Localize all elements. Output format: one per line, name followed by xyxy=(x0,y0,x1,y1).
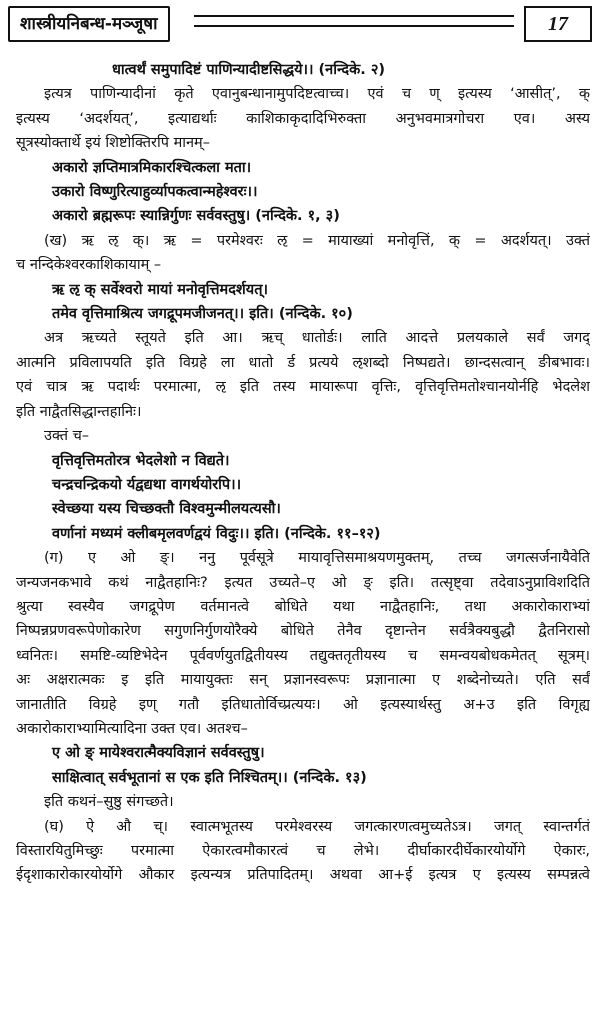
text-line: धात्वर्थं समुपादिष्टं पाणिन्यादीष्टसिद्धये।। (नन्दिके. २) xyxy=(112,62,385,78)
text-line: श्रुत्या स्वस्यैव जगद्रूपेण वर्तमानत्वे बोधिते यथा नाद्वैतहानिः, तथा अकारोकाराभ्यां xyxy=(16,598,590,615)
text-line: एवं चात्र ऋ पदार्थः परमात्मा, ऌ इति तस्य मायारूपा वृत्तिः, वृत्तिवृत्तिमतोश्चानयोर्नहि भेदलेश xyxy=(16,379,590,396)
text-line: सूत्रस्योक्तार्थे इयं शिष्टोक्तिरपि मानम्– xyxy=(16,135,210,152)
header-rule xyxy=(194,15,514,27)
text-line: ध्वनितः। समष्टि-व्यष्टिभेदेन पूर्ववर्णयुतद्वितीयस्य तद्युक्ततृतीयस्य च समन्वयबोधकमेतत् सूत्रम्। xyxy=(16,647,590,664)
text-line: अकारो ज्ञप्तिमात्रमिकारश्चित्कला मता। xyxy=(52,159,252,176)
text-line: (ग) ए ओ ङ्। ननु पूर्वसूत्रे मायावृत्तिसमाश्रयणमुक्तम्, तच्च जगत्सर्जनायैवेति xyxy=(44,550,590,567)
text-line: (घ) ऐ औ च्। स्वात्मभूतस्य परमेश्वरस्य जगत्कारणत्वमुच्यतेऽत्र। जगत् स्वान्तर्गतं xyxy=(44,818,590,835)
text-line: उक्तं च– xyxy=(44,428,90,445)
text-line: ए ओ ङ् मायेश्वरात्मैक्यविज्ञानं सर्ववस्तुषु। xyxy=(52,745,265,762)
text-line: साक्षित्वात् सर्वभूतानां स एक इति निश्चितम्।। (नन्दिके. १३) xyxy=(52,769,367,786)
text-line: (ख) ऋ ऌ क्। ऋ = परमेश्वरः ऌ = मायाख्यां मनोवृत्तिं, क् = अदर्शयत्। उक्तं xyxy=(44,232,590,249)
running-title: शास्त्रीयनिबन्ध-मञ्जूषा xyxy=(8,6,170,42)
text-line: उकारो विष्णुरित्याहुर्व्यापकत्वान्महेश्वरः।। xyxy=(52,184,258,201)
text-line: वृत्तिवृत्तिमतोरत्र भेदलेशो न विद्यते। xyxy=(52,452,230,469)
text-line: ईदृशाकारोकारयोर्योगे औकार इत्यन्यत्र प्रतिपादितम्। अथवा आ+ई इत्यत्र ए इत्यस्य सम्पन्नत्वे xyxy=(16,867,590,884)
text-line: विस्तारयितुमिच्छुः परमात्मा ऐकारत्वमौकारत्वं च लेभे। दीर्घाकारदीर्घेकारयोर्योगे ऐकारः, xyxy=(16,843,590,859)
text-line: जानातीति विग्रहे इण् गतौ इतिधातोर्विच्प्रत्ययः। ओ इत्यस्यार्थस्तु अ+उ इति विगृह्य xyxy=(16,696,590,713)
text-line: वर्णानां मध्यमं क्लीबमृलवर्णद्वयं विदुः।। इति। (नन्दिके. ११–१२) xyxy=(52,525,381,542)
text-line: निष्पन्नप्रणवरूपेणोकारेण सगुणनिर्गुणयोरैक्ये बोधिते तेनैव दृष्टान्तेन सर्वत्रैक्यबुद्धौ द्वैतनिरासो xyxy=(16,623,590,640)
text-line: इत्यत्र पाणिन्यादीनां कृते एवानुबन्धानामुपदिष्टत्वाच्च। एवं च ण् इत्यस्य ‘आसीत्’, क् xyxy=(44,86,590,103)
text-line: स्वेच्छया यस्य चिच्छक्तौ विश्वमुन्मीलयत्यसौ। xyxy=(52,501,281,518)
text-line: अकारोकाराभ्यामित्यादिना उक्त एव। अतश्च– xyxy=(16,720,248,737)
text-line: इत्यस्य ‘अदर्शयत्’, इत्याद्यर्थाः काशिकाकृदादिभिरुक्ता अनुभवमात्रगोचरा एव। अस्य xyxy=(16,110,590,127)
page-number: 17 xyxy=(524,6,592,42)
text-line: अत्र ऋच्यते स्तूयते इति आ। ऋच् धातोर्डः। लाति आदत्ते प्रलयकाले सर्वं जगद् xyxy=(44,330,590,347)
page-header xyxy=(8,6,592,40)
text-line: इति कथनं–सुष्ठु संगच्छते। xyxy=(44,794,174,811)
text-line: तमेव वृत्तिमाश्रित्य जगद्रूपमजीजनत्।। इति। (नन्दिके. १०) xyxy=(52,306,353,323)
text-line: अः अक्षरात्मकः इ इति मायायुक्तः सन् प्रज्ञानस्वरूपः प्रज्ञानात्मा ए शब्देनोच्यते। एति सर्वं xyxy=(16,672,590,689)
text-line: अकारो ब्रह्मरूपः स्यान्निर्गुणः सर्ववस्तुषु। (नन्दिके. १, ३) xyxy=(52,208,340,225)
page-body xyxy=(16,58,590,888)
text-line: आत्मनि प्रविलापयति इति विग्रहे ला धातो र्ड प्रत्यये ऌशब्दो निष्पद्यते। छान्दसत्वान् ङीबभावः। xyxy=(16,354,590,371)
text-line: च नन्दिकेश्वरकाशिकायाम् – xyxy=(16,257,162,274)
text-line: चन्द्रचन्द्रिकयो र्यद्वद्यथा वागर्थयोरपि।। xyxy=(52,476,242,493)
text-line: ऋ ऌ क् सर्वेश्वरो मायां मनोवृत्तिमदर्शयत्। xyxy=(52,281,268,298)
text-line: जन्यजनकभावे कथं नाद्वैतहानिः? इत्यत उच्यते–ए ओ ङ् इति। तत्सृष्ट्वा तदेवाऽनुप्राविशदिति xyxy=(16,574,590,591)
text-line: इति नाद्वैतसिद्धान्तहानिः। xyxy=(16,403,142,420)
